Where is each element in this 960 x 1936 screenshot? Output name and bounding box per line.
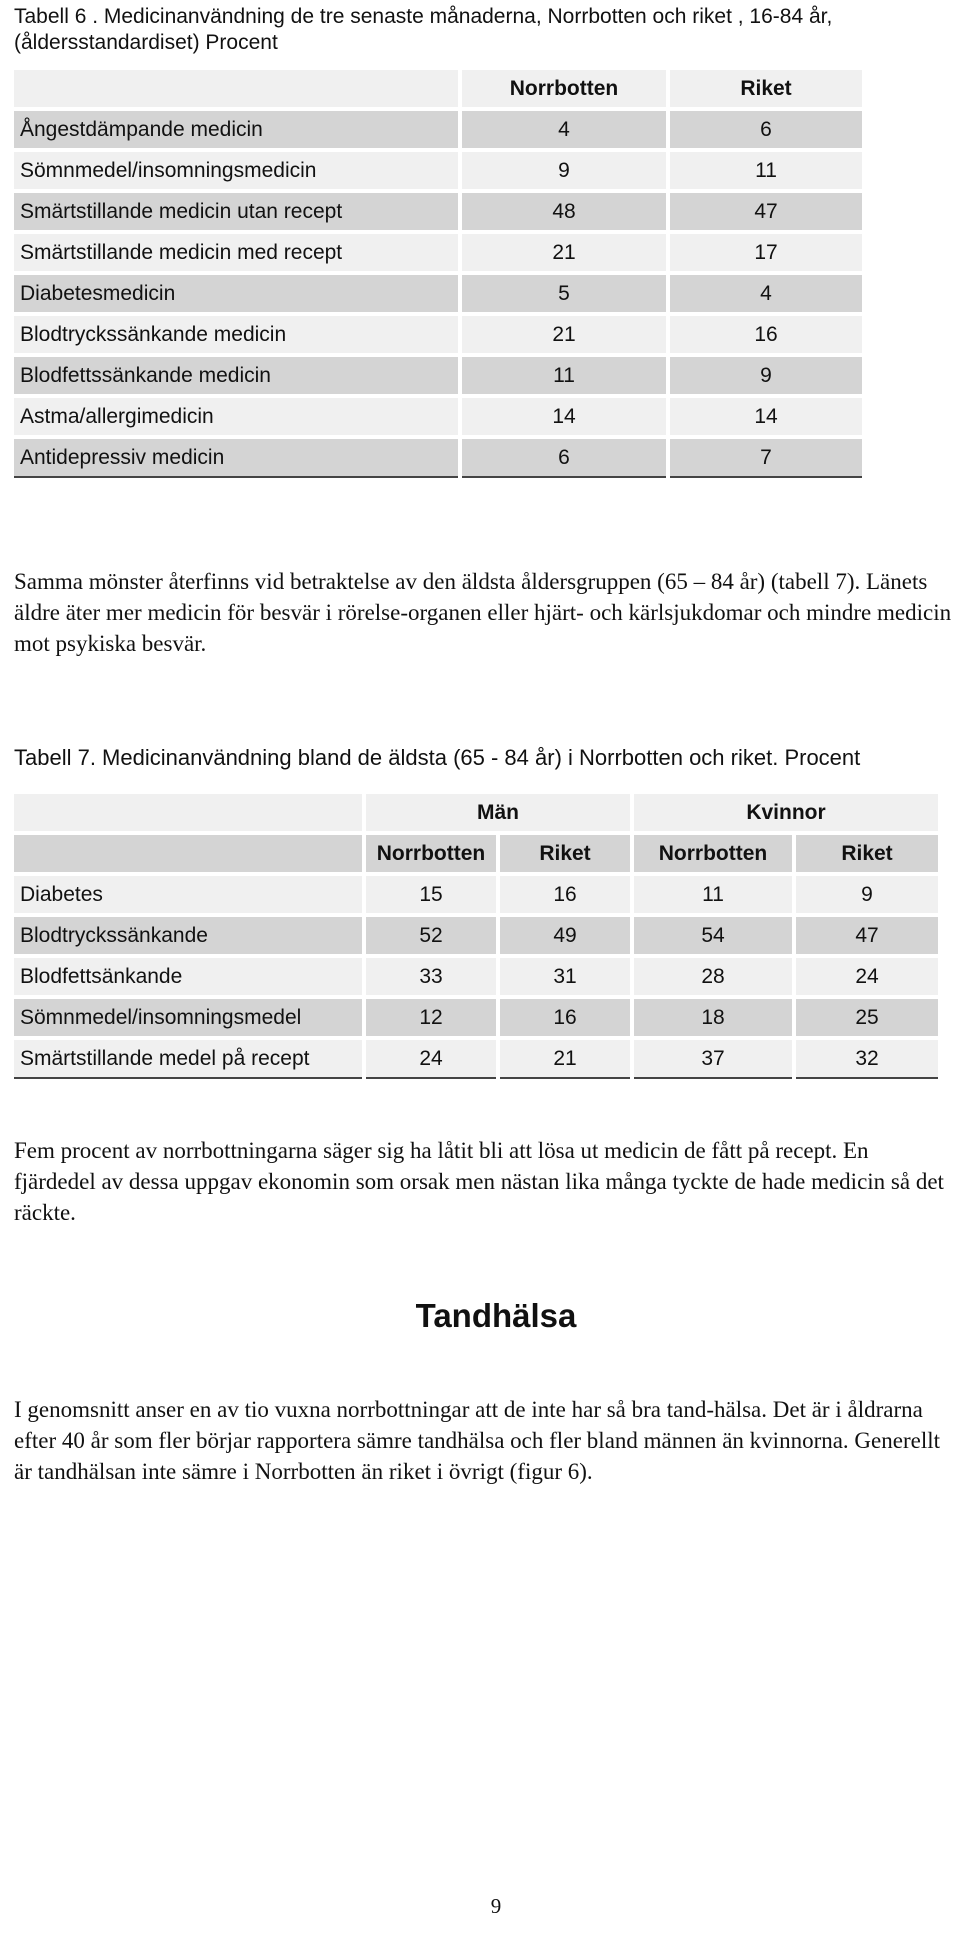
row-label: Astma/allergimedicin bbox=[14, 398, 458, 435]
table-cell: 54 bbox=[634, 917, 792, 954]
table-row bbox=[14, 152, 862, 189]
table7 bbox=[14, 790, 938, 1083]
table-cell: 16 bbox=[500, 876, 630, 913]
table-cell: 12 bbox=[366, 999, 496, 1036]
table-cell: 16 bbox=[500, 999, 630, 1036]
body-paragraph-1: Samma mönster återfinns vid betraktelse av den äldsta åldersgruppen (65 – 84 år) (tabell 7). Länets äldre äter mer medicin för besvär i rörelse-organen eller hjärt- och kärlsjukdomar och mindre medicin mot psykiska besvär. bbox=[14, 569, 952, 656]
table-cell: 37 bbox=[634, 1040, 792, 1079]
table-row bbox=[14, 439, 862, 478]
row-label: Smärtstillande medel på recept bbox=[14, 1040, 362, 1079]
table-row bbox=[14, 357, 862, 394]
row-label: Sömnmedel/insomningsmedel bbox=[14, 999, 362, 1036]
value-norrbotten: 14 bbox=[462, 398, 666, 435]
table-cell: 9 bbox=[796, 876, 938, 913]
table6 bbox=[14, 66, 862, 482]
row-label: Smärtstillande medicin med recept bbox=[14, 234, 458, 271]
row-label: Antidepressiv medicin bbox=[14, 439, 458, 478]
table6-header-riket: Riket bbox=[670, 70, 862, 107]
table-row bbox=[14, 1040, 938, 1079]
value-riket: 11 bbox=[670, 152, 862, 189]
table-cell: 24 bbox=[796, 958, 938, 995]
table7-subheader: Norrbotten bbox=[366, 835, 496, 872]
table-cell: 25 bbox=[796, 999, 938, 1036]
value-norrbotten: 11 bbox=[462, 357, 666, 394]
table7-subheader: Norrbotten bbox=[634, 835, 792, 872]
page-number: 9 bbox=[490, 1894, 502, 1918]
body-paragraph-2: Fem procent av norrbottningarna säger sig ha låtit bli att lösa ut medicin de fått på recept. En fjärdedel av dessa uppgav ekonomin som orsak men nästan lika många tyckte de hade medicin så det räckte. bbox=[14, 1138, 944, 1225]
section-heading: Tandhälsa bbox=[415, 1297, 577, 1334]
value-riket: 7 bbox=[670, 439, 862, 478]
row-label: Smärtstillande medicin utan recept bbox=[14, 193, 458, 230]
value-riket: 9 bbox=[670, 357, 862, 394]
table7-subheader: Riket bbox=[796, 835, 938, 872]
value-norrbotten: 4 bbox=[462, 111, 666, 148]
table-cell: 15 bbox=[366, 876, 496, 913]
value-riket: 14 bbox=[670, 398, 862, 435]
table-row bbox=[14, 398, 862, 435]
table-row bbox=[14, 275, 862, 312]
table-cell: 11 bbox=[634, 876, 792, 913]
table7-subheader-empty bbox=[14, 835, 362, 872]
table-cell: 21 bbox=[500, 1040, 630, 1079]
value-norrbotten: 21 bbox=[462, 316, 666, 353]
row-label: Diabetes bbox=[14, 876, 362, 913]
table-cell: 31 bbox=[500, 958, 630, 995]
table7-header-man: Män bbox=[366, 794, 630, 831]
table-cell: 28 bbox=[634, 958, 792, 995]
value-norrbotten: 48 bbox=[462, 193, 666, 230]
table-row bbox=[14, 316, 862, 353]
table-cell: 47 bbox=[796, 917, 938, 954]
table-row bbox=[14, 917, 938, 954]
value-riket: 47 bbox=[670, 193, 862, 230]
table-cell: 33 bbox=[366, 958, 496, 995]
table7-caption: Tabell 7. Medicinanvändning bland de äldsta (65 - 84 år) i Norrbotten och riket. Procent bbox=[14, 745, 861, 770]
value-norrbotten: 5 bbox=[462, 275, 666, 312]
row-label: Blodfettssänkande medicin bbox=[14, 357, 458, 394]
table6-caption: Tabell 6 . Medicinanvändning de tre senaste månaderna, Norrbotten och riket , 16-84 år, (åldersstandardiset) Procent bbox=[14, 5, 833, 54]
value-riket: 16 bbox=[670, 316, 862, 353]
row-label: Blodfettsänkande bbox=[14, 958, 362, 995]
table-row bbox=[14, 111, 862, 148]
table7-header-empty bbox=[14, 794, 362, 831]
value-norrbotten: 9 bbox=[462, 152, 666, 189]
table7-header-kvinnor: Kvinnor bbox=[634, 794, 938, 831]
table-cell: 18 bbox=[634, 999, 792, 1036]
row-label: Ångestdämpande medicin bbox=[14, 111, 458, 148]
value-riket: 17 bbox=[670, 234, 862, 271]
table-row bbox=[14, 958, 938, 995]
row-label: Blodtryckssänkande medicin bbox=[14, 316, 458, 353]
table-row bbox=[14, 876, 938, 913]
value-norrbotten: 6 bbox=[462, 439, 666, 478]
table6-header-norrbotten: Norrbotten bbox=[462, 70, 666, 107]
row-label: Sömnmedel/insomningsmedicin bbox=[14, 152, 458, 189]
table7-subheader: Riket bbox=[500, 835, 630, 872]
body-paragraph-3: I genomsnitt anser en av tio vuxna norrbottningar att de inte har så bra tand-hälsa. Det är i åldrarna efter 40 år som fler börjar rapportera sämre tandhälsa och fler bland männen än kvinnorna. Generellt är tandhälsan inte sämre i Norrbotten än riket i övrigt (figur 6). bbox=[14, 1397, 940, 1484]
table6-header-empty bbox=[14, 70, 458, 107]
table-cell: 32 bbox=[796, 1040, 938, 1079]
value-norrbotten: 21 bbox=[462, 234, 666, 271]
row-label: Blodtryckssänkande bbox=[14, 917, 362, 954]
table-cell: 24 bbox=[366, 1040, 496, 1079]
table-row bbox=[14, 999, 938, 1036]
value-riket: 6 bbox=[670, 111, 862, 148]
value-riket: 4 bbox=[670, 275, 862, 312]
table6-header-row bbox=[14, 70, 862, 107]
table7-sub-header-row bbox=[14, 835, 938, 872]
table-row bbox=[14, 193, 862, 230]
table7-group-header-row bbox=[14, 794, 938, 831]
row-label: Diabetesmedicin bbox=[14, 275, 458, 312]
table-cell: 49 bbox=[500, 917, 630, 954]
table-row bbox=[14, 234, 862, 271]
table-cell: 52 bbox=[366, 917, 496, 954]
